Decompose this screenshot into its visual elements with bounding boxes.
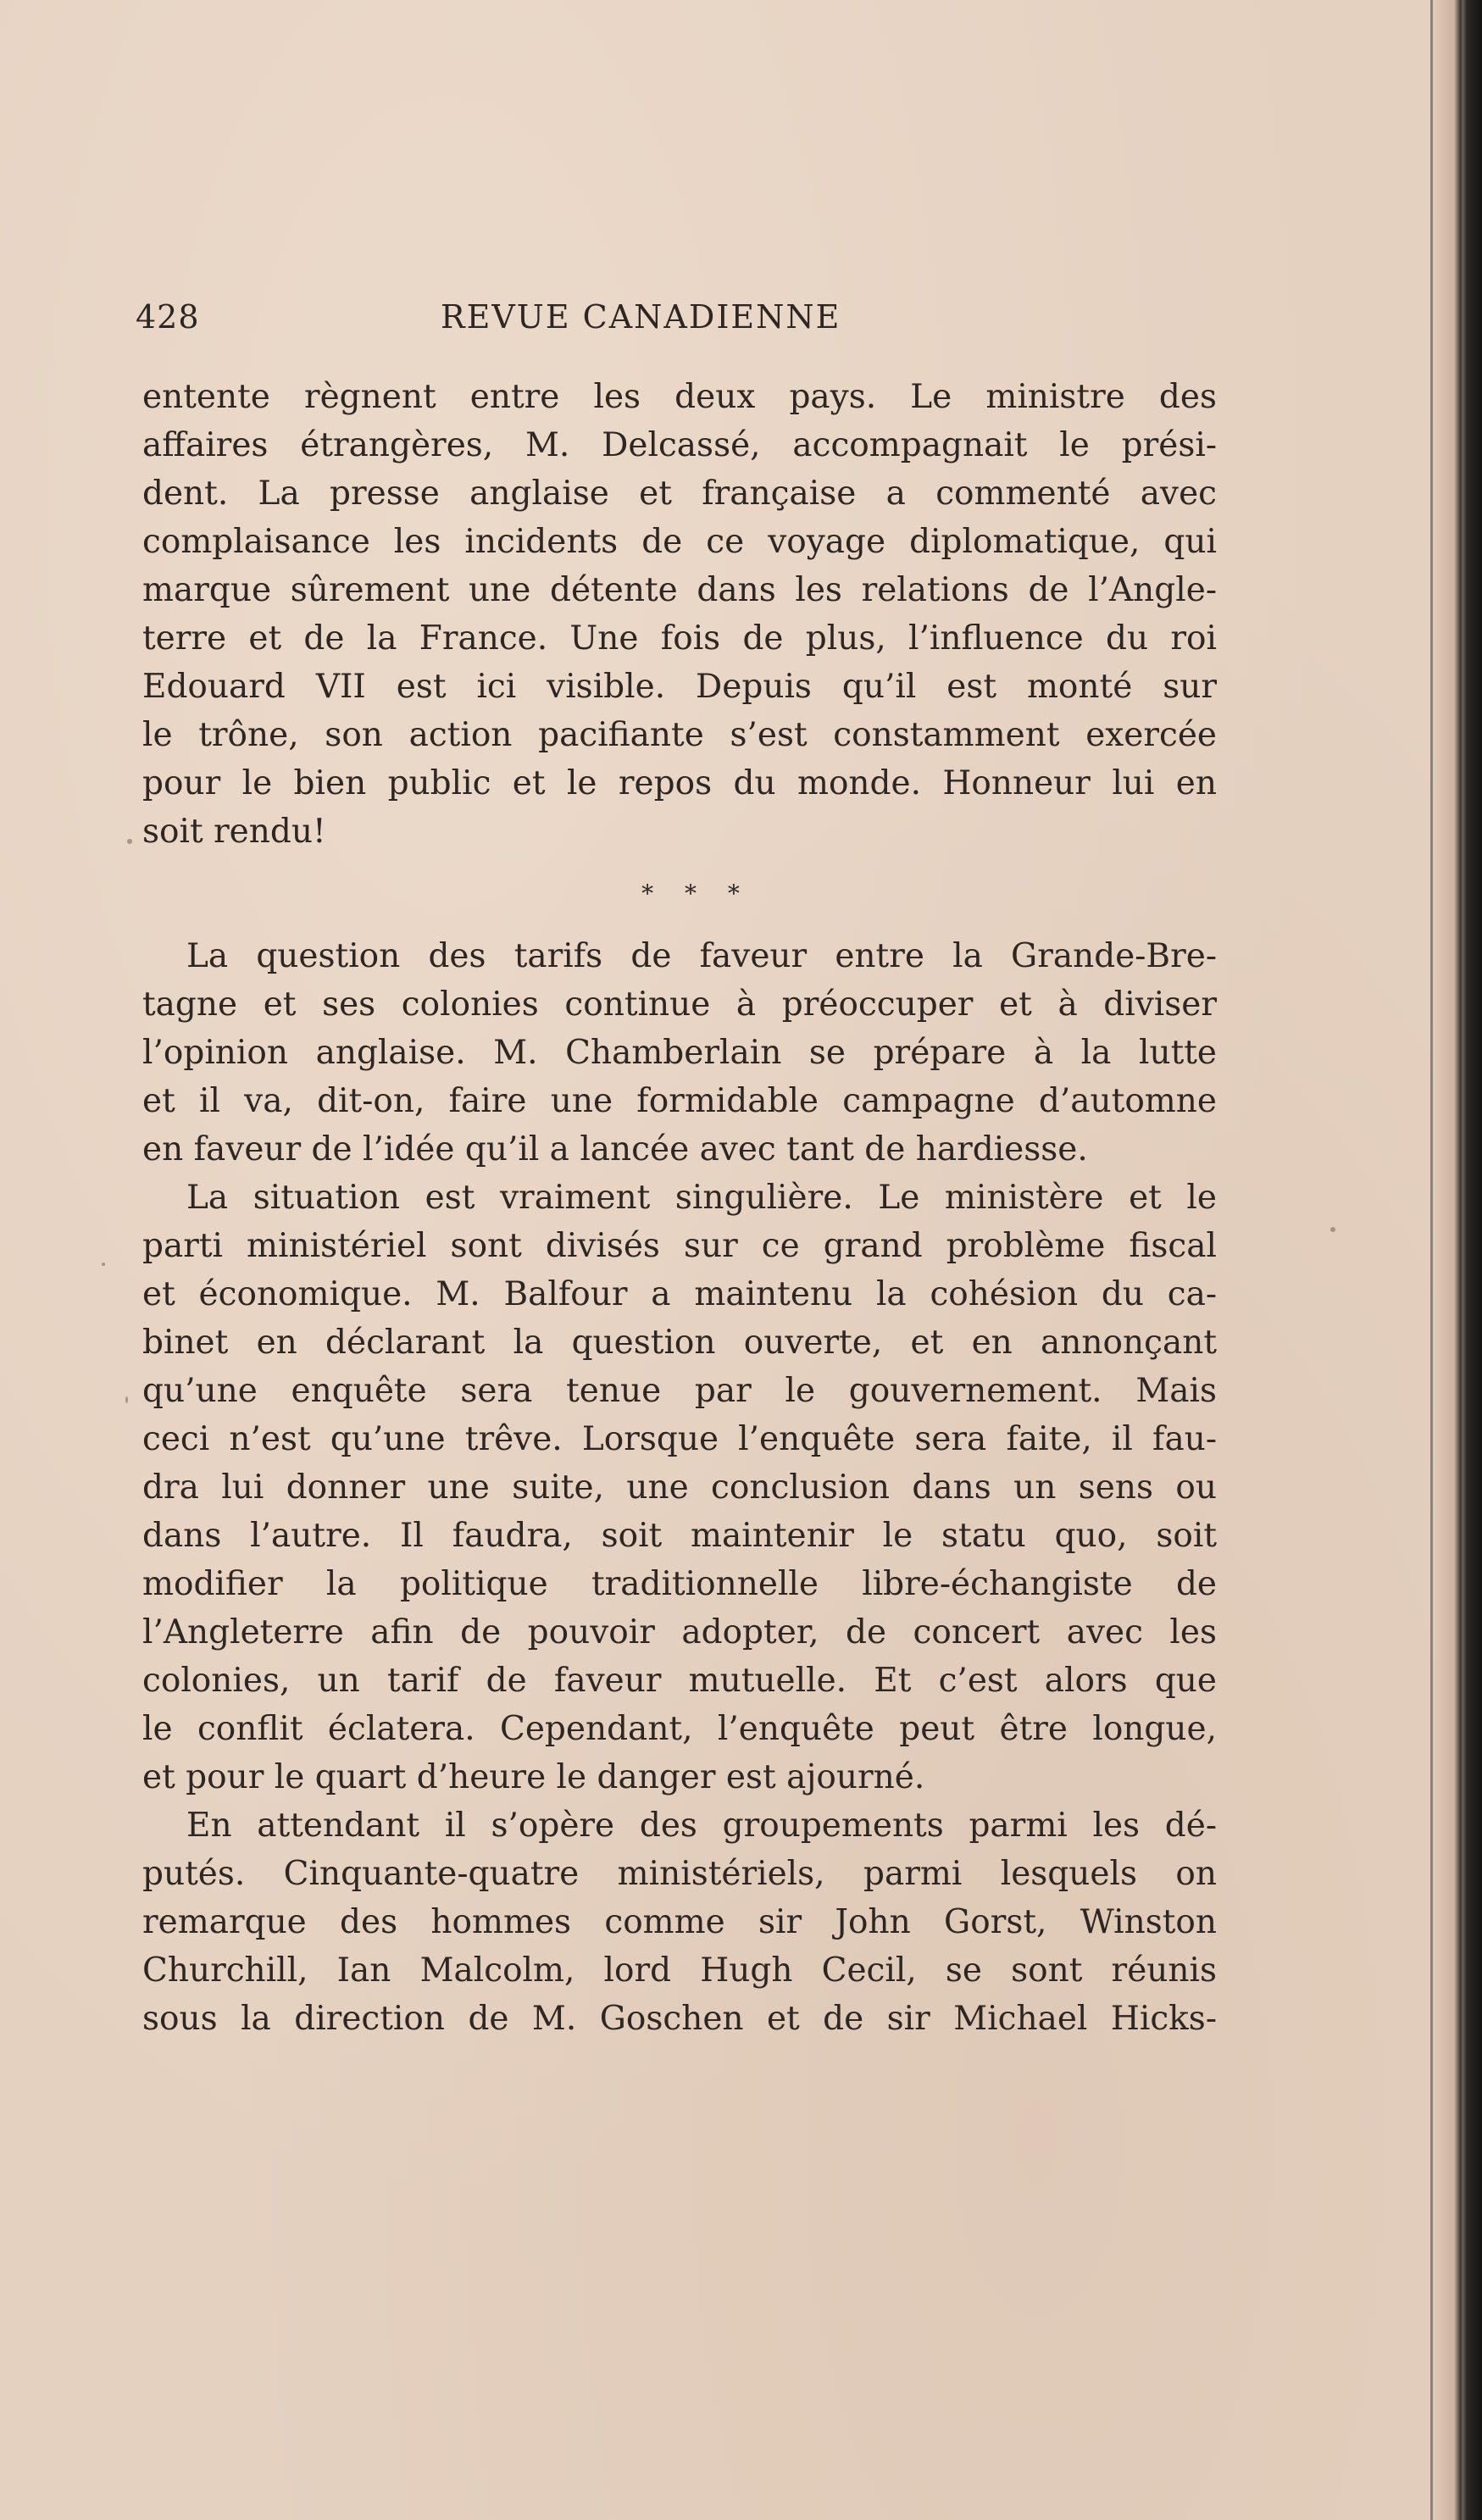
text-line: soit rendu! xyxy=(142,813,326,851)
paper-speck xyxy=(127,839,132,844)
text-line: entente règnent entre les deux pays. Le ministre des xyxy=(142,378,1217,416)
text-line: complaisance les incidents de ce voyage diplomatique, qui xyxy=(142,523,1217,561)
text-line: ceci n’est qu’une trêve. Lorsque l’enquête sera faite, il fau- xyxy=(142,1420,1217,1458)
text-line: et il va, dit-on, faire une formidable campagne d’automne xyxy=(142,1082,1217,1120)
book-binding-edge xyxy=(1431,0,1482,2520)
running-head xyxy=(136,298,983,341)
text-line: et économique. M. Balfour a maintenu la cohésion du ca- xyxy=(142,1275,1217,1313)
journal-title: REVUE CANADIENNE xyxy=(441,298,841,336)
paragraph-3 xyxy=(142,1174,1217,1801)
text-line: qu’une enquête sera tenue par le gouvernement. Mais xyxy=(142,1372,1217,1410)
text-line: remarque des hommes comme sir John Gorst, Winston xyxy=(142,1903,1217,1941)
text-line: et pour le quart d’heure le danger est ajourné. xyxy=(142,1758,925,1796)
page-number: 428 xyxy=(136,298,200,336)
text-line: La question des tarifs de faveur entre la Grande-Bre- xyxy=(186,937,1217,975)
text-line: La situation est vraiment singulière. Le ministère et le xyxy=(186,1179,1217,1217)
text-line: le conflit éclatera. Cependant, l’enquête peut être longue, xyxy=(142,1710,1217,1748)
paper-speck xyxy=(125,1396,128,1403)
text-line: l’opinion anglaise. M. Chamberlain se prépare à la lutte xyxy=(142,1034,1217,1072)
text-line: Churchill, Ian Malcolm, lord Hugh Cecil, se sont réunis xyxy=(142,1951,1217,1990)
text-line: putés. Cinquante-quatre ministériels, parmi lesquels on xyxy=(142,1855,1217,1893)
text-line: dans l’autre. Il faudra, soit maintenir le statu quo, soit xyxy=(142,1517,1217,1555)
text-line: tagne et ses colonies continue à préoccuper et à diviser xyxy=(142,985,1217,1024)
text-line: le trône, son action pacifiante s’est constamment exercée xyxy=(142,716,1217,754)
text-line: parti ministériel sont divisés sur ce grand problème fiscal xyxy=(142,1227,1217,1265)
paper-speck xyxy=(102,1263,105,1266)
text-line: Edouard VII est ici visible. Depuis qu’il est monté sur xyxy=(142,668,1217,706)
text-line: l’Angleterre afin de pouvoir adopter, de concert avec les xyxy=(142,1613,1217,1651)
text-line: modifier la politique traditionnelle libre-échangiste de xyxy=(142,1565,1217,1603)
paragraph-2 xyxy=(142,932,1217,1174)
text-line: sous la direction de M. Goschen et de sir Michael Hicks- xyxy=(142,2000,1217,2038)
text-line: binet en déclarant la question ouverte, et en annonçant xyxy=(142,1324,1217,1362)
text-line: colonies, un tarif de faveur mutuelle. Et c’est alors que xyxy=(142,1662,1217,1700)
body-text xyxy=(142,373,1217,2043)
text-line: affaires étrangères, M. Delcassé, accompagnait le prési- xyxy=(142,426,1217,464)
section-separator: * * * xyxy=(641,880,752,908)
text-line: En attendant il s’opère des groupements parmi les dé- xyxy=(186,1807,1217,1845)
text-line: terre et de la France. Une fois de plus, l’influence du roi xyxy=(142,619,1217,658)
text-line: pour le bien public et le repos du monde. Honneur lui en xyxy=(142,764,1217,802)
gutter-line xyxy=(1430,0,1433,2520)
paper-speck xyxy=(1330,1227,1335,1232)
text-line: en faveur de l’idée qu’il a lancée avec tant de hardiesse. xyxy=(142,1130,1088,1168)
paragraph-1 xyxy=(142,373,1217,856)
text-line: dent. La presse anglaise et française a commenté avec xyxy=(142,475,1217,513)
text-line: dra lui donner une suite, une conclusion dans un sens ou xyxy=(142,1468,1217,1507)
paragraph-4 xyxy=(142,1801,1217,2043)
text-line: marque sûrement une détente dans les relations de l’Angle- xyxy=(142,571,1217,609)
